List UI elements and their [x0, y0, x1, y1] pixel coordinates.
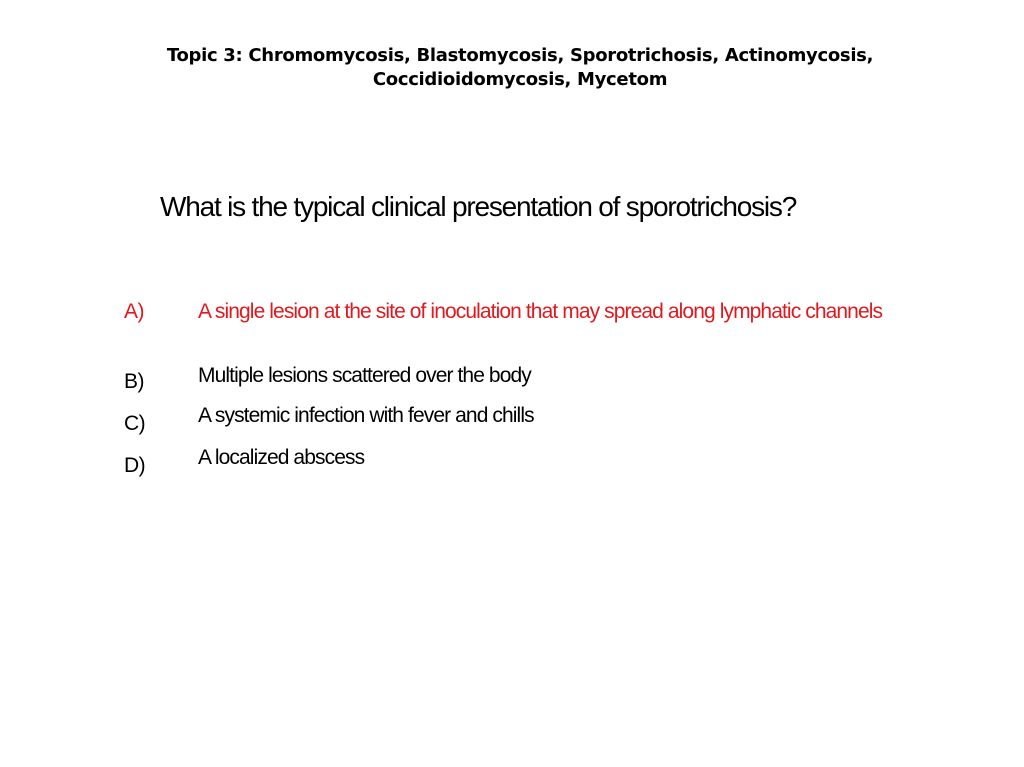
slide-title-line-2: Coccidioidomycosis, Mycetom [372, 69, 668, 90]
slide-title-line-1: Topic 3: Chromomycosis, Blastomycosis, Sporotrichosis, Actinomycosis, [166, 45, 874, 66]
option-letter: A) [124, 300, 144, 323]
slide-title [80, 44, 960, 92]
option-text: A systemic infection with fever and chills [198, 404, 534, 427]
option-text: A localized abscess [198, 446, 365, 469]
option-letter: D) [124, 454, 146, 477]
option-letter: C) [124, 412, 146, 435]
option-letter: B) [124, 370, 144, 393]
option-text: Multiple lesions scattered over the body [198, 364, 531, 387]
question-text: What is the typical clinical presentation of sporotrichosis? [160, 191, 797, 222]
option-text: A single lesion at the site of inoculation that may spread along lymphatic channels [198, 300, 883, 323]
